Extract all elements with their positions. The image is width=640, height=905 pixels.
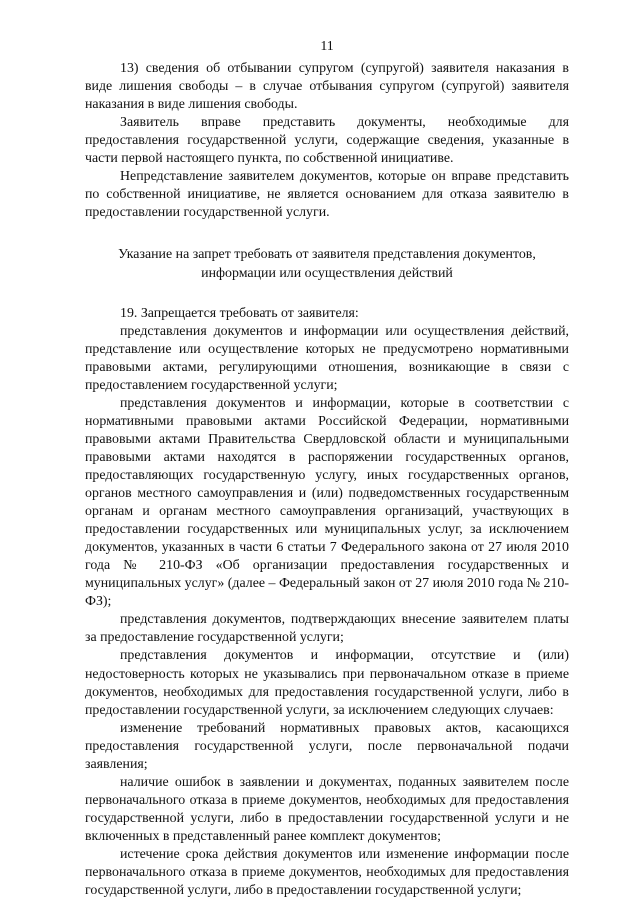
section-title-line-1: Указание на запрет требовать от заявителя представления документов, — [118, 247, 536, 263]
paragraph-non-submission: Непредставление заявителем документов, которые он вправе представить по собственной инициативе, не является основанием для отказа заявителю в предоставлении государственной услуги. — [85, 169, 569, 221]
section-title — [85, 246, 569, 282]
paragraph-item-19: 19. Запрещается требовать от заявителя: — [120, 305, 359, 321]
paragraph-not-required-by-law: представления документов и информации или осуществления действий, представление или осуществление которых не предусмотрено нормативными правовыми актами, регулирующими отношения, возникающие в связи с предоставлением государственной услуги; — [85, 323, 569, 393]
paragraph-case-errors: наличие ошибок в заявлении и документах, поданных заявителем после первоначального отказа в приеме документов, необходимых для предоставления государственной услуги, либо в предоставлении государственной услуги и не включенных в представленный ранее комплект документов; — [85, 774, 569, 844]
paragraph-case-expiry: истечение срока действия документов или изменение информации после первоначального отказа в приеме документов, необходимых для предоставления государственной услуги, либо в предоставлении государственной услуги; — [85, 846, 569, 899]
paragraph-item-13: 13) сведения об отбывании супругом (супругой) заявителя наказания в виде лишения свободы – в случае отбывания супругом (супругой) заявителя наказания в виде лишения свободы. — [85, 61, 569, 113]
document-page — [85, 38, 569, 900]
paragraph-payment-proof: представления документов, подтверждающих внесение заявителем платы за предоставление государственной услуги; — [85, 612, 569, 646]
section-title-line-2: информации или осуществления действий — [201, 265, 453, 281]
page-number: 11 — [320, 39, 334, 54]
paragraph-own-initiative: Заявитель вправе представить документы, необходимые для предоставления государственной услуги, содержащие сведения, указанные в части первой настоящего пункта, по собственной инициативе. — [85, 115, 569, 167]
paragraph-case-requirements-changed: изменение требований нормативных правовых актов, касающихся предоставления государственной услуги, после первоначальной подачи заявления; — [85, 720, 569, 772]
paragraph-not-indicated-on-refusal: представления документов и информации, отсутствие и (или) недостоверность которых не указывались при первоначальном отказе в приеме документов, необходимых для предоставления государственной услуги, либо в предоставлении государственной услуги, за исключением следующих случаев: — [85, 648, 569, 718]
paragraph-held-by-authorities: представления документов и информации, которые в соответствии с нормативными правовыми актами Российской Федерации, нормативными правовыми актами Правительства Свердловской области и муниципальными правовыми актами находятся в распоряжении государственных органов, предоставляющих государственную услугу, иных государственных органов, органов местного самоуправления и (или) подведомственных государственным органам и органам местного самоуправления организаций, участвующих в предоставлении государственных или муниципальных услуг, за исключением документов, указанных в части 6 статьи 7 Федерального закона от 27 июля 2010 года № 210-ФЗ «Об организации предоставления государственных и муниципальных услуг» (далее – Федеральный закон от 27 июля 2010 года № 210-ФЗ); — [85, 395, 569, 610]
